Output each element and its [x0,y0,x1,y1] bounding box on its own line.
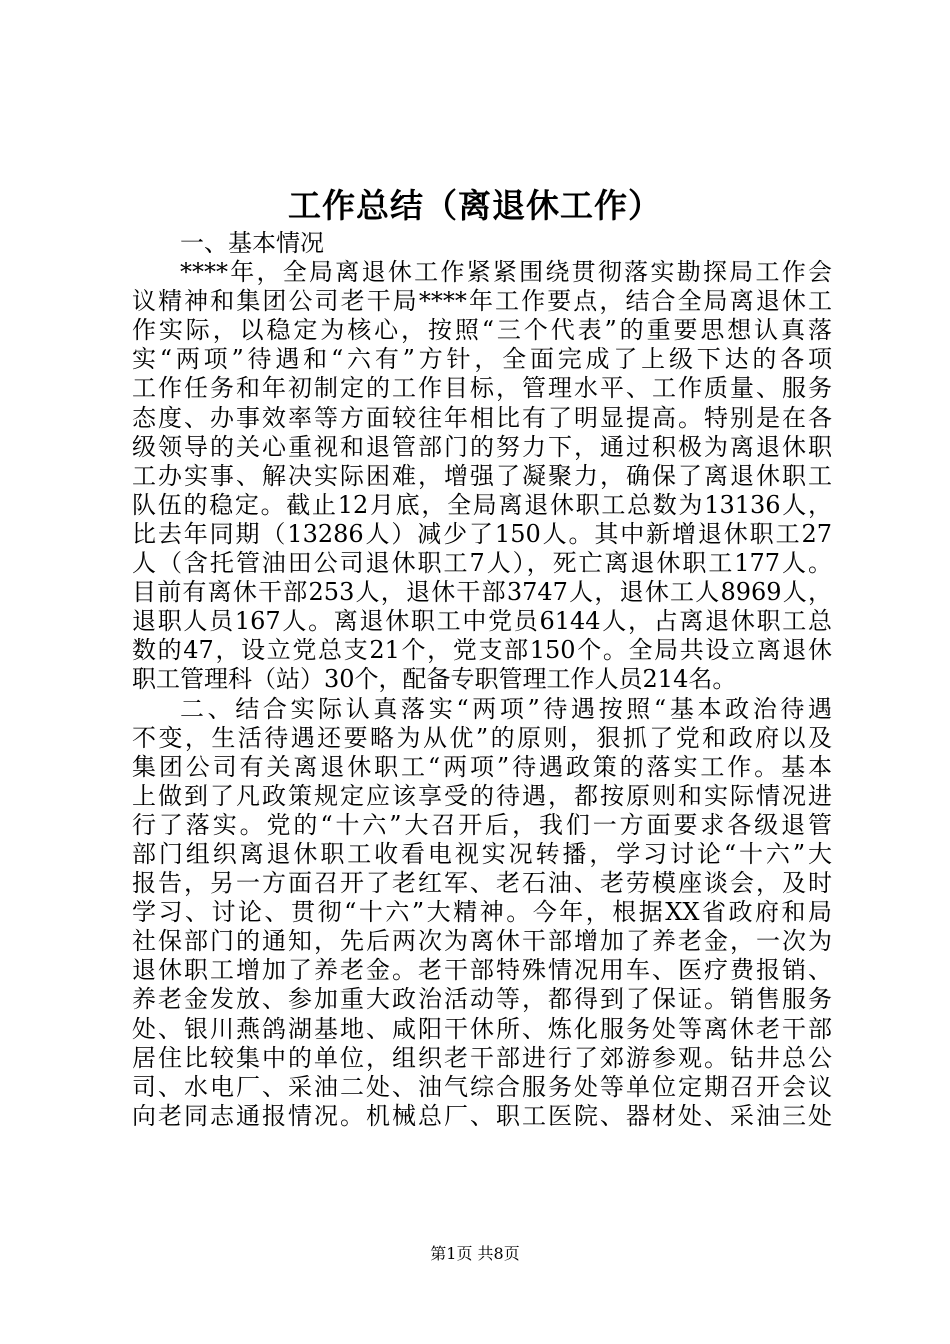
section-heading-basic: 一、基本情况 [180,229,324,257]
section-heading-two-items: 二、结合实际认真落实“两项”待遇按照“基本政治待遇 [180,694,832,723]
document-title: 工作总结（离退休工作） [288,186,662,225]
page-number-footer: 第1页 共8页 [430,1244,520,1263]
paragraph-line: 处、银川燕鸽湖基地、咸阳干休所、炼化服务处等离休老干部 [132,1014,832,1043]
paragraph-line: 退休职工增加了养老金。老干部特殊情况用车、医疗费报销、 [132,956,832,985]
paragraph-line: 上做到了凡政策规定应该享受的待遇，都按原则和实际情况进 [132,781,832,810]
paragraph-line: 工办实事、解决实际困难，增强了凝聚力，确保了离退休职工 [132,461,832,490]
paragraph-line: 行了落实。党的“十六”大召开后，我们一方面要求各级退管 [132,810,832,839]
paragraph-line: 社保部门的通知，先后两次为离休干部增加了养老金，一次为 [132,927,832,956]
paragraph-line: 工作任务和年初制定的工作目标，管理水平、工作质量、服务 [132,374,832,403]
paragraph-line: 级领导的关心重视和退管部门的努力下，通过积极为离退休职 [132,432,832,461]
paragraph-line: 向老同志通报情况。机械总厂、职工医院、器材处、采油三处 [132,1101,832,1130]
paragraph-line: 队伍的稳定。截止12月底，全局离退休职工总数为13136人， [132,490,832,519]
paragraph-line: 数的47，设立党总支21个，党支部150个。全局共设立离退休 [132,636,832,665]
paragraph-line: 集团公司有关离退休职工“两项”待遇政策的落实工作。基本 [132,752,832,781]
paragraph-line: 议精神和集团公司老干局****年工作要点，结合全局离退休工 [132,287,832,316]
paragraph-line: 退职人员167人。离退休职工中党员6144人，占离退休职工总 [132,607,832,636]
paragraph-line: 作实际，以稳定为核心，按照“三个代表”的重要思想认真落 [132,316,832,345]
document-body [132,229,832,1131]
paragraph-line: 态度、办事效率等方面较往年相比有了明显提高。特别是在各 [132,403,832,432]
paragraph-line: 报告，另一方面召开了老红军、老石油、老劳模座谈会，及时 [132,869,832,898]
paragraph-line: 居住比较集中的单位，组织老干部进行了郊游参观。钻井总公 [132,1043,832,1072]
paragraph-line: ****年，全局离退休工作紧紧围绕贯彻落实勘探局工作会 [180,258,832,287]
paragraph-line: 学习、讨论、贯彻“十六”大精神。今年，根据XX省政府和局 [132,898,832,927]
paragraph-line: 不变，生活待遇还要略为从优”的原则，狠抓了党和政府以及 [132,723,832,752]
paragraph-line: 职工管理科（站）30个，配备专职管理工作人员214名。 [132,665,737,694]
paragraph-line: 比去年同期（13286人）减少了150人。其中新增退休职工27 [132,519,832,548]
paragraph-line: 实“两项”待遇和“六有”方针，全面完成了上级下达的各项 [132,345,832,374]
paragraph-line: 养老金发放、参加重大政治活动等，都得到了保证。销售服务 [132,985,832,1014]
paragraph-line: 目前有离休干部253人，退休干部3747人，退休工人8969人， [132,578,832,607]
paragraph-line: 人（含托管油田公司退休职工7人），死亡离退休职工177人。 [132,549,832,578]
paragraph-line: 部门组织离退休职工收看电视实况转播，学习讨论“十六”大 [132,839,832,868]
paragraph-line: 司、水电厂、采油二处、油气综合服务处等单位定期召开会议 [132,1072,832,1101]
